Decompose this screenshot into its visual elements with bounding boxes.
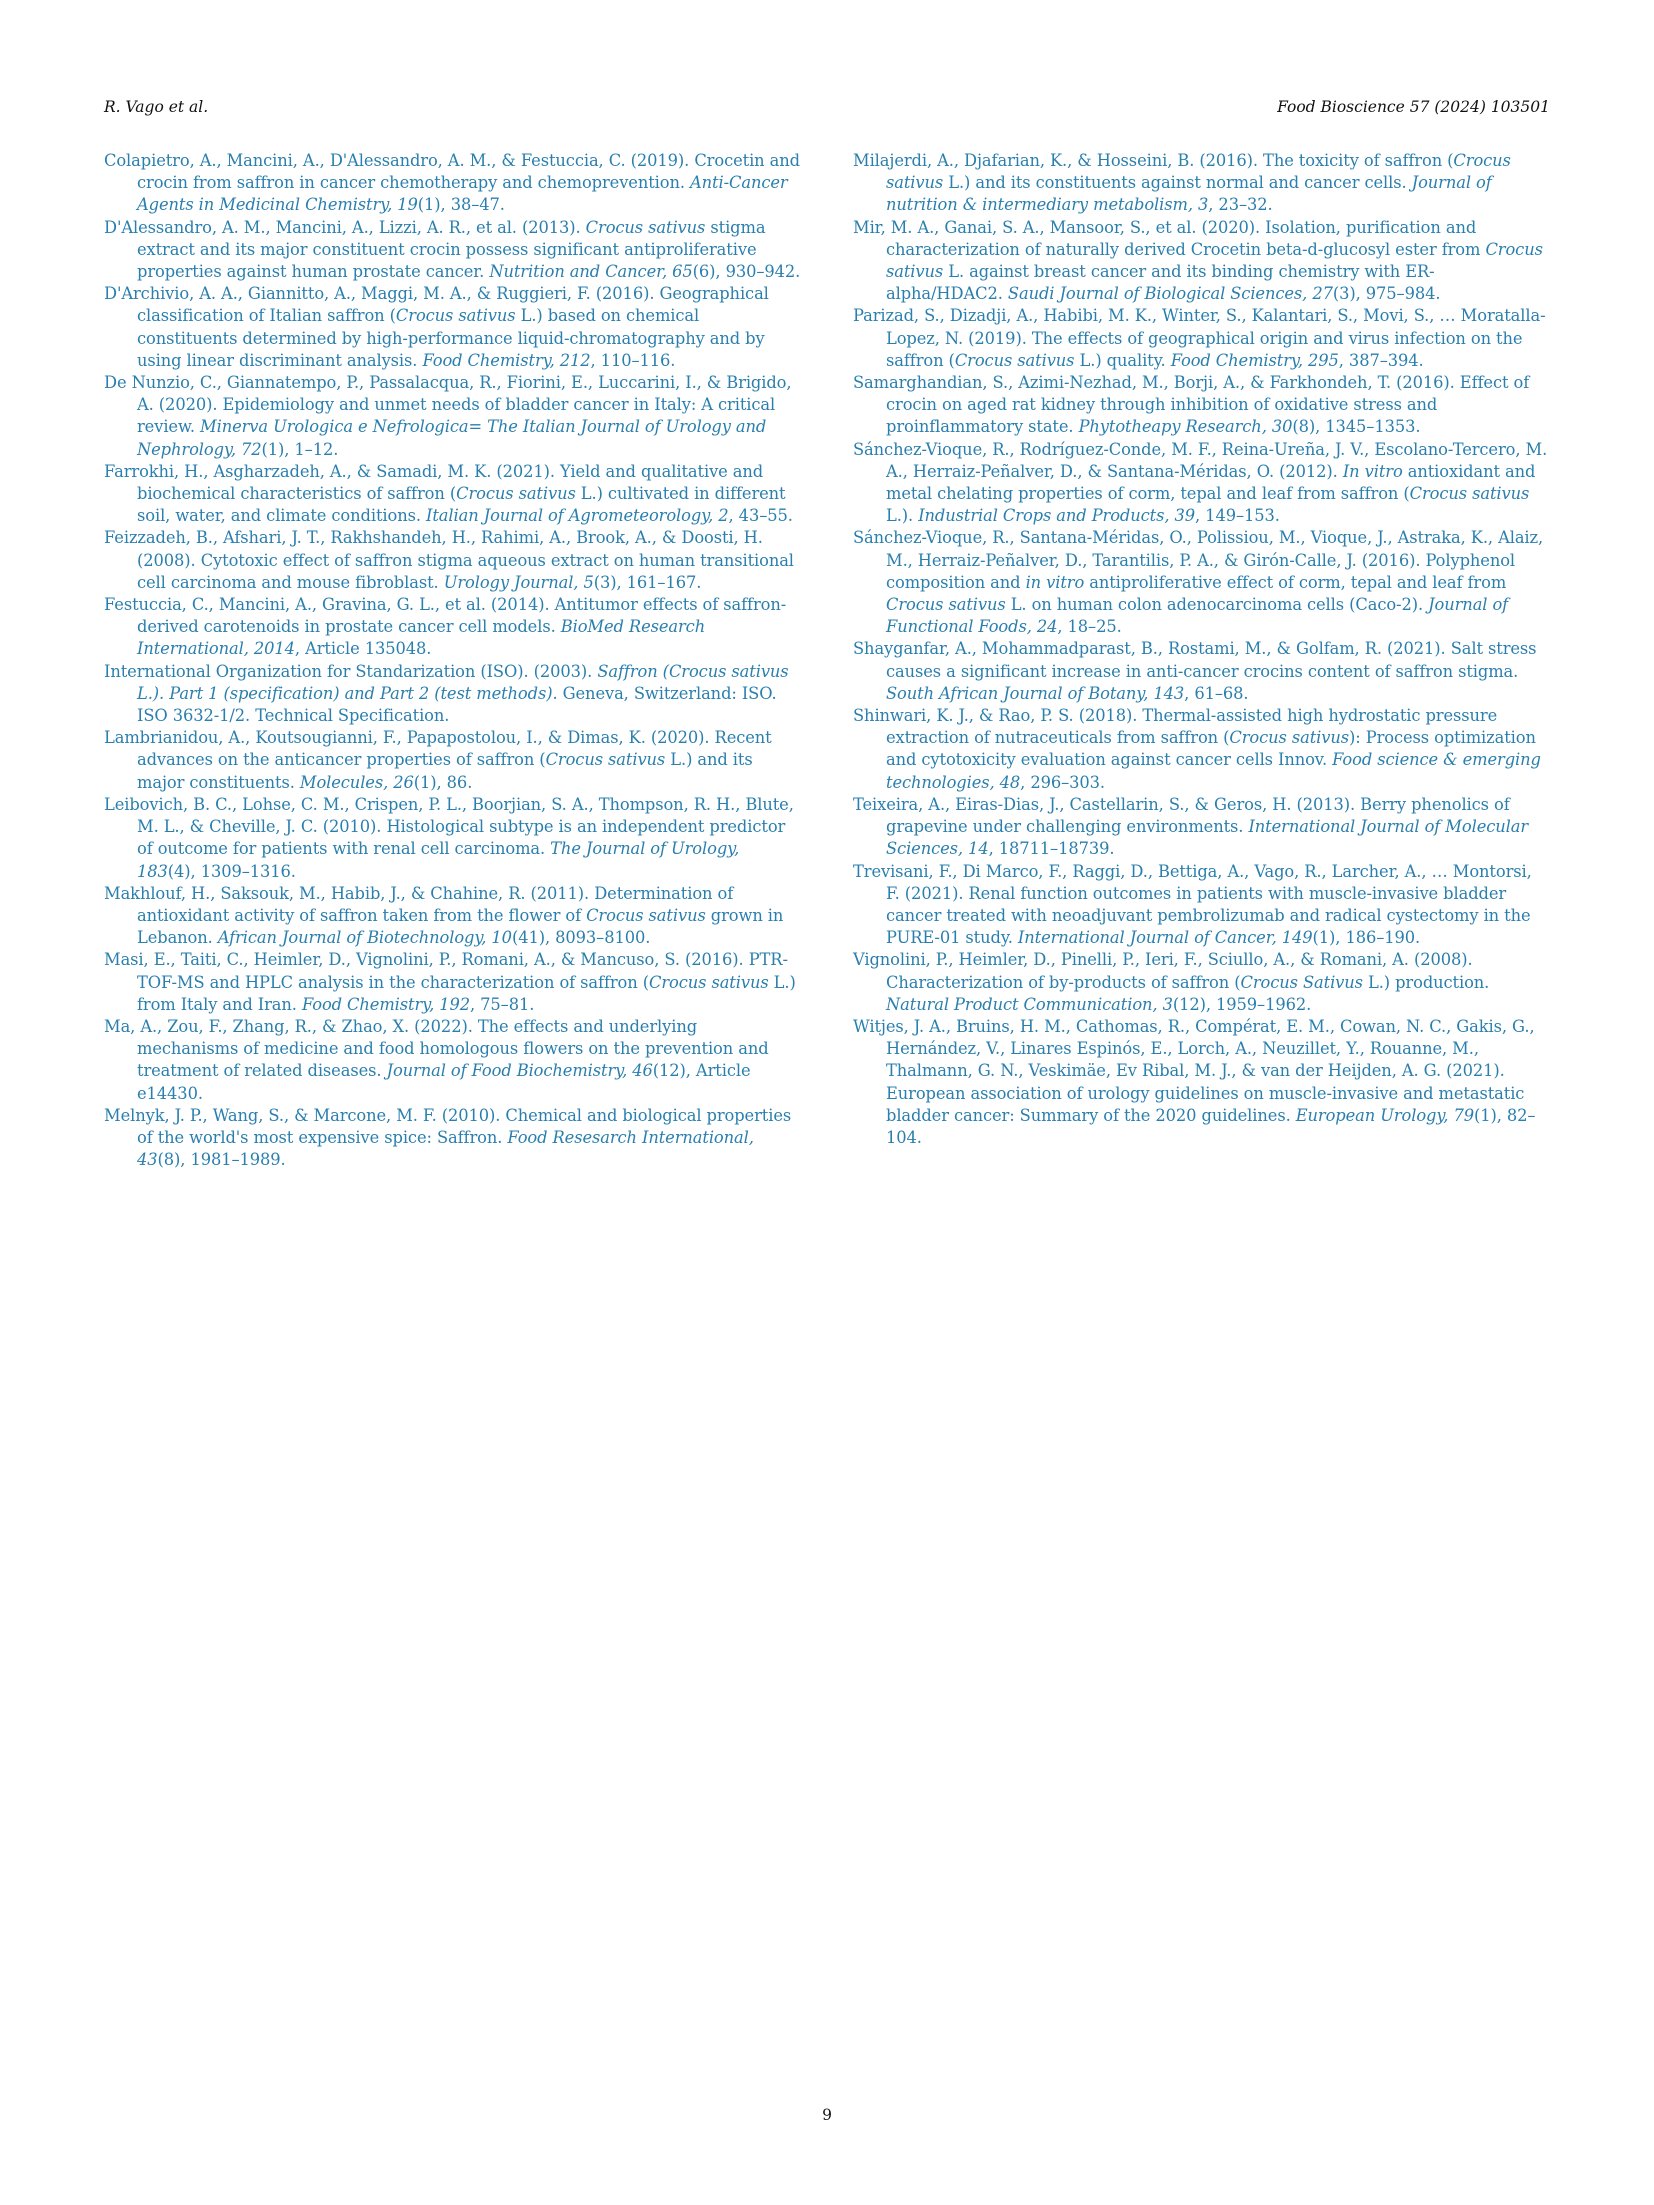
reference-italic-text: Journal of Functional Foods, 24 bbox=[886, 595, 1509, 637]
reference-entry[interactable] bbox=[853, 527, 1550, 638]
reference-text: Makhlouf, H., Saksouk, M., Habib, J., & Chahine, R. (2011). Determination of antioxidant activity of saffron taken from the flower of bbox=[104, 883, 734, 925]
reference-text: L.) production. bbox=[1362, 972, 1490, 992]
reference-text: Shayganfar, A., Mohammadparast, B., Rostami, M., & Golfam, R. (2021). Salt stress causes a significant increase in anti-cancer crocins content of saffron stigma. bbox=[853, 639, 1537, 681]
reference-entry[interactable] bbox=[853, 949, 1550, 1016]
reference-italic-text: Journal of nutrition & intermediary metabolism, 3 bbox=[886, 173, 1492, 215]
reference-text: Shinwari, K. J., & Rao, P. S. (2018). Thermal-assisted high hydrostatic pressure extraction of nutraceuticals from saffron ( bbox=[853, 706, 1498, 748]
reference-text: , 110–116. bbox=[590, 350, 676, 370]
reference-italic-text: Natural Product Communication, 3 bbox=[886, 994, 1173, 1014]
reference-text: Sánchez-Vioque, R., Rodríguez-Conde, M. F., Reina-Ureña, J. V., Escolano-Tercero, M. A., Herraiz-Peñalver, D., & Santana-Méridas, O. (2012). bbox=[853, 439, 1548, 481]
reference-italic-text: European Urology, 79 bbox=[1295, 1105, 1474, 1125]
reference-entry[interactable] bbox=[104, 283, 801, 372]
reference-italic-text: Italian Journal of Agrometeorology, 2 bbox=[426, 506, 729, 526]
reference-text: stigma extract and its major constituent crocin possess significant antiproliferative properties against human prostate cancer. bbox=[137, 217, 766, 282]
reference-text: , 75–81. bbox=[470, 994, 535, 1014]
reference-text: (12), 1959–1962. bbox=[1172, 994, 1312, 1014]
reference-entry[interactable] bbox=[853, 705, 1550, 794]
reference-entry[interactable] bbox=[104, 594, 801, 661]
reference-italic-text: Crocus sativus bbox=[395, 306, 516, 326]
reference-italic-text: Phytotheapy Research, 30 bbox=[1078, 417, 1293, 437]
reference-entry[interactable] bbox=[104, 794, 801, 883]
reference-text: Vignolini, P., Heimler, D., Pinelli, P., Ieri, F., Sciullo, A., & Romani, A. (2008). Characterization of by-products of saffron ( bbox=[853, 950, 1473, 992]
reference-entry[interactable] bbox=[104, 372, 801, 461]
reference-text: , 387–394. bbox=[1338, 350, 1424, 370]
reference-text: antioxidant and metal chelating properties of corm, tepal and leaf from saffron ( bbox=[886, 461, 1536, 504]
reference-italic-text: Crocus sativus bbox=[886, 595, 1006, 615]
reference-text: grown in Lebanon. bbox=[137, 905, 784, 948]
reference-entry[interactable] bbox=[853, 439, 1550, 528]
reference-text: De Nunzio, C., Giannatempo, P., Passalacqua, R., Fiorini, E., Luccarini, I., & Brigido, A. (2020). Epidemiology and unmet needs of bladder cancer in Italy: A critical review. bbox=[104, 373, 792, 437]
reference-entry[interactable] bbox=[853, 1016, 1550, 1149]
reference-text: Farrokhi, H., Asgharzadeh, A., & Samadi, M. K. (2021). Yield and qualitative and biochemical characteristics of saffron ( bbox=[104, 461, 764, 504]
reference-italic-text: Crocus sativus bbox=[886, 151, 1511, 193]
reference-text: Festuccia, C., Mancini, A., Gravina, G. L., et al. (2014). Antitumor effects of saffron-derived carotenoids in prostate cancer cell models. bbox=[104, 595, 787, 637]
reference-entry[interactable] bbox=[104, 883, 801, 950]
reference-text: , 149–153. bbox=[1195, 506, 1280, 526]
reference-text: (8), 1981–1989. bbox=[157, 1150, 286, 1170]
reference-italic-text: Crocus sativus bbox=[648, 972, 769, 992]
reference-text: D'Archivio, A. A., Giannitto, A., Maggi, M. A., & Ruggieri, F. (2016). Geographical classification of Italian saffron ( bbox=[104, 284, 769, 326]
reference-text: (3), 975–984. bbox=[1332, 284, 1441, 304]
reference-italic-text: Food Resesarch International, 43 bbox=[137, 1127, 754, 1170]
reference-text: Feizzadeh, B., Afshari, J. T., Rakhshandeh, H., Rahimi, A., Brook, A., & Doosti, H. (2008). Cytotoxic effect of saffron stigma aqueous extract on human transitional cell carcinoma and mouse fibroblast. bbox=[104, 528, 794, 592]
reference-italic-text: Food science & emerging technologies, 48 bbox=[886, 750, 1541, 792]
reference-text: Parizad, S., Dizadji, A., Habibi, M. K., Winter, S., Kalantari, S., Movi, S., … Moratalla-Lopez, N. (2019). The effects of geographical origin and virus infection on the saffron ( bbox=[853, 306, 1546, 370]
reference-text: Teixeira, A., Eiras-Dias, J., Castellarin, S., & Geros, H. (2013). Berry phenolics of grapevine under challenging environments. bbox=[853, 794, 1510, 837]
reference-text: L. against breast cancer and its binding chemistry with ER-alpha/HDAC2. bbox=[886, 262, 1435, 304]
reference-entry[interactable] bbox=[104, 727, 801, 794]
reference-text: , Article 135048. bbox=[294, 639, 432, 659]
reference-text: (1), 38–47. bbox=[417, 195, 505, 215]
reference-italic-text: Crocus Sativus bbox=[1240, 972, 1363, 992]
reference-italic-text: Food Chemistry, 212 bbox=[422, 350, 591, 370]
reference-italic-text: Crocus sativus bbox=[1229, 728, 1350, 748]
reference-text: (1), 186–190. bbox=[1312, 928, 1421, 948]
reference-entry[interactable] bbox=[104, 150, 801, 217]
reference-text: (4), 1309–1316. bbox=[167, 861, 296, 881]
reference-text: (1), 86. bbox=[413, 772, 473, 792]
reference-italic-text: Food Chemistry, 192 bbox=[301, 994, 471, 1014]
reference-text: Lambrianidou, A., Koutsougianni, F., Papapostolou, I., & Dimas, K. (2020). Recent advances on the anticancer properties of saffron ( bbox=[104, 728, 772, 770]
reference-text: (3), 161–167. bbox=[593, 572, 702, 592]
reference-italic-text: Crocus sativus bbox=[585, 217, 706, 237]
reference-entry[interactable] bbox=[853, 638, 1550, 705]
reference-text: Melnyk, J. P., Wang, S., & Marcone, M. F. (2010). Chemical and biological properties of the world's most expensive spice: Saffron. bbox=[104, 1105, 792, 1147]
reference-entry[interactable] bbox=[853, 150, 1550, 217]
reference-italic-text: Journal of Food Biochemistry, 46 bbox=[386, 1061, 653, 1081]
reference-text: L.). bbox=[886, 506, 919, 526]
reference-text: (1), 82–104. bbox=[886, 1105, 1536, 1147]
reference-text: (8), 1345–1353. bbox=[1292, 417, 1421, 437]
reference-italic-text: Industrial Crops and Products, 39 bbox=[918, 506, 1196, 526]
reference-entry[interactable] bbox=[104, 217, 801, 284]
reference-italic-text: Anti-Cancer Agents in Medicinal Chemistry, 19 bbox=[137, 173, 788, 215]
reference-italic-text: Food Chemistry, 295 bbox=[1170, 350, 1339, 370]
reference-entry[interactable] bbox=[104, 1105, 801, 1172]
reference-entry[interactable] bbox=[853, 861, 1550, 950]
reference-italic-text: Molecules, 26 bbox=[299, 772, 414, 792]
reference-text: Colapietro, A., Mancini, A., D'Alessandro, A. M., & Festuccia, C. (2019). Crocetin and crocin from saffron in cancer chemotherapy and chemoprevention. bbox=[104, 151, 800, 193]
reference-entry[interactable] bbox=[853, 794, 1550, 861]
reference-italic-text: Crocus sativus bbox=[545, 750, 666, 770]
reference-text: , 23–32. bbox=[1208, 195, 1273, 215]
reference-text: L.) and its constituents against normal and cancer cells. bbox=[943, 173, 1412, 193]
reference-italic-text: Crocus sativus bbox=[586, 905, 706, 925]
reference-entry[interactable] bbox=[104, 661, 801, 728]
reference-text: ): Process optimization and cytotoxicity evaluation against cancer cells Innov. bbox=[886, 728, 1536, 770]
reference-italic-text: International Journal of Molecular Sciences, 14 bbox=[886, 817, 1529, 859]
reference-italic-text: Minerva Urologica e Nefrologica= The Italian Journal of Urology and Nephrology, 72 bbox=[137, 417, 767, 459]
reference-italic-text: The Journal of Urology, 183 bbox=[137, 839, 740, 881]
reference-entry[interactable] bbox=[104, 1016, 801, 1105]
reference-italic-text: in vitro bbox=[1025, 572, 1085, 592]
reference-text: L.) from Italy and Iran. bbox=[137, 972, 796, 1014]
reference-text: L.) quality. bbox=[1074, 350, 1171, 370]
reference-text: Samarghandian, S., Azimi-Nezhad, M., Borji, A., & Farkhondeh, T. (2016). Effect of crocin on aged rat kidney through inhibition of oxidative stress and proinflammatory state. bbox=[853, 373, 1530, 437]
reference-italic-text: International Journal of Cancer, 149 bbox=[1017, 928, 1313, 948]
reference-italic-text: Urology Journal, 5 bbox=[443, 572, 594, 592]
reference-text: , 61–68. bbox=[1184, 683, 1249, 703]
reference-text: , 43–55. bbox=[728, 506, 793, 526]
reference-text: (41), 8093–8100. bbox=[511, 928, 651, 948]
reference-text: , 18–25. bbox=[1057, 617, 1122, 637]
running-header-author: R. Vago et al. bbox=[104, 98, 209, 116]
reference-text: Masi, E., Taiti, C., Heimler, D., Vignolini, P., Romani, A., & Mancuso, S. (2016). PTR-TOF-MS and HPLC analysis in the characterization of saffron ( bbox=[104, 950, 788, 992]
reference-italic-text: Crocus sativus bbox=[1409, 484, 1530, 504]
reference-text: , 296–303. bbox=[1020, 772, 1105, 792]
reference-italic-text: Crocus sativus bbox=[954, 350, 1075, 370]
references-left-column bbox=[104, 150, 801, 1171]
reference-entry[interactable] bbox=[853, 305, 1550, 372]
reference-italic-text: Nutrition and Cancer, 65 bbox=[489, 262, 693, 282]
reference-text: L.) and its major constituents. bbox=[137, 750, 753, 792]
reference-italic-text: In vitro bbox=[1342, 461, 1403, 481]
reference-text: Mir, M. A., Ganai, S. A., Mansoor, S., et al. (2020). Isolation, purification and characterization of naturally derived Crocetin beta-d-glucosyl ester from bbox=[853, 217, 1486, 259]
reference-text: Sánchez-Vioque, R., Santana-Méridas, O., Polissiou, M., Vioque, J., Astraka, K., Alaiz, M., Herraiz-Peñalver, D., Tarantilis, P. A., & Girón-Calle, J. (2016). Polyphenol composition and bbox=[853, 528, 1544, 592]
reference-entry[interactable] bbox=[853, 372, 1550, 439]
reference-entry[interactable] bbox=[104, 527, 801, 594]
reference-text: L. on human colon adenocarcinoma cells (Caco-2). bbox=[1005, 595, 1429, 615]
reference-entry[interactable] bbox=[104, 949, 801, 1016]
reference-italic-text: BioMed Research International, 2014 bbox=[137, 617, 706, 659]
reference-italic-text: Saffron (Crocus sativus L.). Part 1 (specification) and Part 2 (test methods) bbox=[137, 661, 789, 703]
reference-text: , 18711–18739. bbox=[988, 839, 1115, 859]
reference-text: Witjes, J. A., Bruins, H. M., Cathomas, R., Compérat, E. M., Cowan, N. C., Gakis, G., Hernández, V., Linares Espinós, E., Lorch, A., Neuzillet, Y., Rouanne, M., Thalmann, G. N., Veskimäe, Ev Ribal, M. J., & van der Heijden, A. G. (2021). European association of urology guidelines on muscle-invasive and metastatic bladder cancer: Summary of the 2020 guidelines. bbox=[853, 1016, 1535, 1125]
reference-italic-text: African Journal of Biotechnology, 10 bbox=[217, 928, 512, 948]
reference-text: Milajerdi, A., Djafarian, K., & Hosseini, B. (2016). The toxicity of saffron ( bbox=[853, 151, 1454, 170]
reference-italic-text: South African Journal of Botany, 143 bbox=[886, 683, 1185, 703]
reference-text: L.) cultivated in different soil, water, and climate conditions. bbox=[137, 484, 786, 526]
reference-text: . Geneva, Switzerland: ISO. ISO 3632-1/2. Technical Specification. bbox=[137, 683, 777, 726]
reference-text: L.) based on chemical constituents determined by high-performance liquid-chromatography and by using linear discriminant analysis. bbox=[137, 306, 765, 370]
reference-text: Ma, A., Zou, F., Zhang, R., & Zhao, X. (2022). The effects and underlying mechanisms of medicine and food homologous flowers on the prevention and treatment of related diseases. bbox=[104, 1016, 769, 1081]
reference-text: Trevisani, F., Di Marco, F., Raggi, D., Bettiga, A., Vago, R., Larcher, A., … Montorsi, F. (2021). Renal function outcomes in patients with muscle-invasive bladder cancer treated with neoadjuvant pembrolizumab and radical cystectomy in the PURE-01 study. bbox=[853, 861, 1532, 948]
reference-entry[interactable] bbox=[853, 217, 1550, 306]
reference-entry[interactable] bbox=[104, 461, 801, 528]
reference-italic-text: Crocus sativus bbox=[886, 239, 1543, 282]
reference-text: International Organization for Standarization (ISO). (2003). bbox=[104, 661, 598, 681]
reference-text: Leibovich, B. C., Lohse, C. M., Crispen, P. L., Boorjian, S. A., Thompson, R. H., Blute, M. L., & Cheville, J. C. (2010). Histological subtype is an independent predictor of outcome for patients with renal cell carcinoma. bbox=[104, 794, 794, 859]
page-number: 9 bbox=[822, 2106, 832, 2124]
reference-text: antiproliferative effect of corm, tepal and leaf from bbox=[1084, 572, 1507, 592]
reference-text: (12), Article e14430. bbox=[137, 1061, 751, 1103]
reference-italic-text: Saudi Journal of Biological Sciences, 27 bbox=[1007, 284, 1333, 304]
references-right-column bbox=[853, 150, 1550, 1149]
reference-text: (6), 930–942. bbox=[692, 262, 801, 282]
reference-text: D'Alessandro, A. M., Mancini, A., Lizzi, A. R., et al. (2013). bbox=[104, 217, 586, 237]
running-header-journal: Food Bioscience 57 (2024) 103501 bbox=[1277, 98, 1550, 116]
reference-text: (1), 1–12. bbox=[261, 439, 339, 459]
reference-italic-text: Crocus sativus bbox=[456, 484, 576, 504]
